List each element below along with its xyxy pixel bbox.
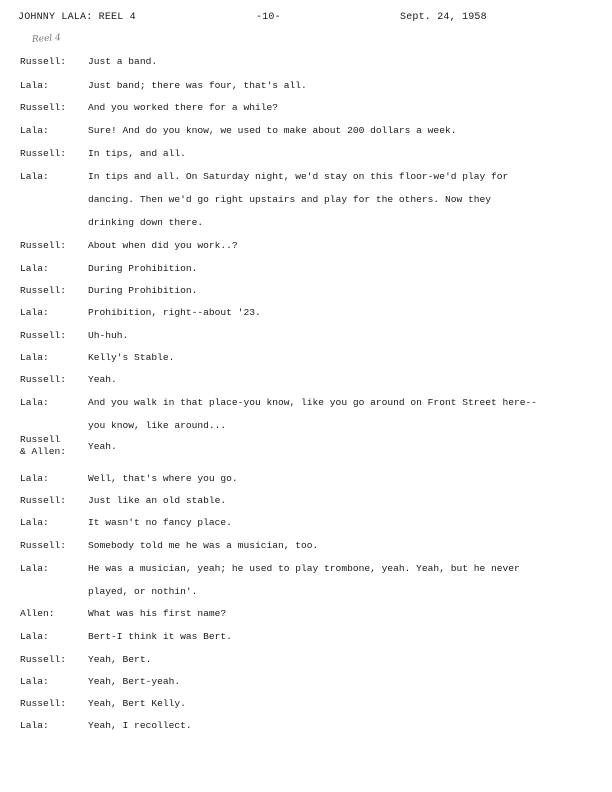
dialogue-line: Just like an old stable. — [88, 495, 227, 506]
dialogue-line: Just band; there was four, that's all. — [88, 80, 307, 91]
dialogue-line: Yeah. — [88, 441, 117, 452]
dialogue-line: Yeah, Bert Kelly. — [88, 698, 186, 709]
dialogue-line: And you walk in that place-you know, like you go around on Front Street here-- — [88, 397, 538, 408]
dialogue-line: During Prohibition. — [88, 285, 198, 296]
dialogue-line: In tips, and all. — [88, 148, 186, 159]
speaker-label: Russell: — [20, 102, 67, 113]
dialogue-line: Yeah, I recollect. — [88, 720, 192, 731]
dialogue-line: Somebody told me he was a musician, too. — [88, 540, 319, 551]
dialogue-line: Just a band. — [88, 56, 158, 67]
dialogue-line: And you worked there for a while? — [88, 102, 278, 113]
speaker-label: Allen: — [20, 608, 55, 619]
dialogue-line: Kelly's Stable. — [88, 352, 175, 363]
speaker-label: Lala: — [20, 397, 49, 408]
speaker-label: Lala: — [20, 352, 49, 363]
speaker-label: Lala: — [20, 631, 49, 642]
dialogue-line: About when did you work..? — [88, 240, 238, 251]
speaker-label: Russell: — [20, 285, 67, 296]
handwritten-annotation: Reel 4 — [31, 33, 62, 45]
speaker-label: Russell: — [20, 330, 67, 341]
speaker-label: Lala: — [20, 307, 49, 318]
dialogue-line: Prohibition, right--about '23. — [88, 307, 261, 318]
dialogue-line: drinking down there. — [88, 217, 204, 228]
dialogue-line: Sure! And do you know, we used to make about 200 dollars a week. — [88, 125, 457, 136]
dialogue-line: It wasn't no fancy place. — [88, 517, 232, 528]
speaker-label: Lala: — [20, 517, 49, 528]
speaker-label: Lala: — [20, 171, 49, 182]
speaker-label: Russell: — [20, 698, 67, 709]
speaker-label: Lala: — [20, 563, 49, 574]
dialogue-line: dancing. Then we'd go right upstairs and play for the others. Now they — [88, 194, 492, 205]
speaker-label: Lala: — [20, 720, 49, 731]
speaker-label: Lala: — [20, 80, 49, 91]
dialogue-line: What was his first name? — [88, 608, 227, 619]
speaker-label: Russell: — [20, 56, 67, 67]
dialogue-line: Bert-I think it was Bert. — [88, 631, 232, 642]
dialogue-line: you know, like around... — [88, 420, 227, 431]
dialogue-line: Uh-huh. — [88, 330, 129, 341]
document-title: JOHNNY LALA: REEL 4 — [18, 12, 136, 23]
speaker-label: Lala: — [20, 473, 49, 484]
dialogue-line: He was a musician, yeah; he used to play trombone, yeah. Yeah, but he never — [88, 563, 520, 574]
speaker-label: Russell: — [20, 148, 67, 159]
dialogue-line: Yeah. — [88, 374, 117, 385]
dialogue-line: In tips and all. On Saturday night, we'd stay on this floor-we'd play for — [88, 171, 509, 182]
dialogue-line: Yeah, Bert. — [88, 654, 152, 665]
speaker-label: Russell: — [20, 240, 67, 251]
speaker-label: Lala: — [20, 263, 49, 274]
speaker-label: Russell: — [20, 374, 67, 385]
speaker-label: Russell & Allen: — [20, 434, 67, 457]
speaker-label: Russell: — [20, 495, 67, 506]
speaker-label: Lala: — [20, 125, 49, 136]
dialogue-line: Well, that's where you go. — [88, 473, 238, 484]
dialogue-line: During Prohibition. — [88, 263, 198, 274]
dialogue-line: Yeah, Bert-yeah. — [88, 676, 181, 687]
dialogue-line: played, or nothin'. — [88, 586, 198, 597]
page-number: -10- — [256, 12, 281, 23]
speaker-label: Lala: — [20, 676, 49, 687]
speaker-label: Russell: — [20, 654, 67, 665]
document-date: Sept. 24, 1958 — [400, 12, 487, 23]
speaker-label: Russell: — [20, 540, 67, 551]
